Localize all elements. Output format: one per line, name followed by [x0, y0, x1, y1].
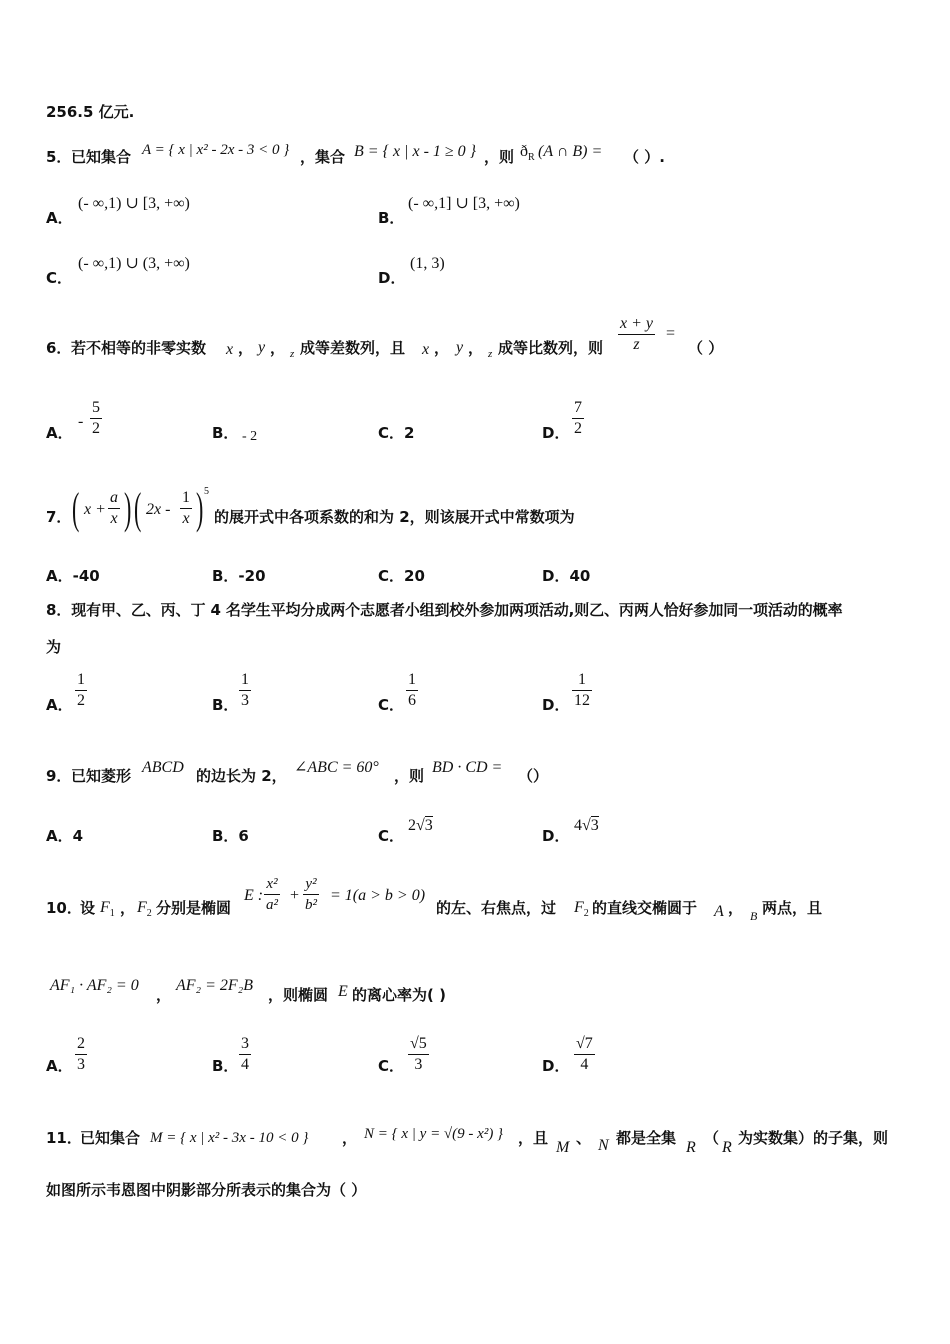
q10-option-b-fraction: [239, 1034, 251, 1075]
q6-option-a-sign: -: [78, 413, 84, 430]
q5-complement-symbol: $ð_R$: [520, 143, 535, 163]
q8-option-d-fraction: [572, 670, 592, 711]
q10-text-3: 分别是椭圆: [156, 899, 232, 917]
q6-option-a-fraction: [90, 398, 102, 439]
intro-text: 256.5 亿元.: [46, 103, 135, 121]
q5-option-b-math: (- ∞,1] ∪ [3, +∞): [408, 195, 520, 212]
q8-option-a-denominator: 2: [77, 692, 85, 709]
q10-plus: +: [290, 887, 300, 904]
q8-option-c-denominator: 6: [408, 692, 416, 709]
q6-option-c-text: 2: [404, 424, 415, 442]
q8-option-c-numerator: 1: [408, 671, 416, 688]
q8-option-c-label: C．: [378, 696, 405, 714]
q10-number: 10．: [46, 899, 82, 917]
q10-option-d-fraction: [574, 1034, 595, 1075]
q7-option-d: D．40: [542, 567, 591, 585]
q6-var-y-2: y: [456, 339, 464, 356]
q9-option-a: A．4: [46, 827, 84, 845]
q10-e-second: E: [338, 983, 348, 1000]
q10-dot-condition: AF₁ · AF₂ = 0: [50, 977, 139, 994]
q6-option-d-denominator: 2: [574, 420, 582, 437]
q7-text: 的展开式中各项系数的和为 2，则该展开式中常数项为: [214, 508, 575, 526]
q10-vector-condition: AF₂ = 2F₂B: [176, 977, 254, 994]
q6-var-z-1: z: [290, 348, 295, 360]
q10-option-c-denominator: 3: [408, 1054, 429, 1075]
q6-option-d-label: D．: [542, 424, 570, 442]
q10-option-d-label: D．: [542, 1057, 570, 1075]
q10-fraction-2-denominator: b²: [303, 894, 319, 915]
q11-n: N: [598, 1137, 609, 1154]
q10-option-b-label: B．: [212, 1057, 239, 1075]
q6-var-z-2: z: [488, 348, 493, 360]
q11-m: M: [556, 1139, 570, 1156]
q7-term-b: 2x -: [146, 501, 171, 518]
q6-equals: =: [666, 325, 676, 342]
q10-fraction-1-numerator: x²: [266, 876, 278, 892]
q9-text-3: ，则: [394, 767, 425, 785]
q9-text-1: 已知菱形: [71, 767, 132, 785]
q8-option-d-denominator: 12: [574, 692, 590, 709]
q11-text-4: （: [704, 1129, 720, 1147]
q5-option-c-label: C．: [46, 269, 73, 287]
q7-fraction-b: [180, 488, 192, 529]
q6-fraction: [618, 314, 655, 355]
q10-text-4: 的左、右焦点，过: [436, 899, 557, 917]
q10-condition: = 1(a > b > 0): [330, 887, 426, 904]
q5-text-2: ，集合: [300, 148, 346, 166]
q11-comma-1: ，: [342, 1129, 358, 1147]
q8-line-1: 8．现有甲、乙、丙、丁 4 名学生平均分成两个志愿者小组到校外参加两项活动,则乙、丙两人恰好参加同一项活动的概率: [46, 601, 843, 619]
q5-text-1: 已知集合: [71, 148, 132, 166]
q5-set-a: A = { x | x² - 2x - 3 < 0 }: [142, 142, 290, 158]
q6-option-d-fraction: [572, 398, 584, 439]
q11-text-5: 为实数集）的子集，则: [738, 1129, 889, 1147]
q10-option-c-label: C．: [378, 1057, 405, 1075]
q11-set-m: M = { x | x² - 3x - 10 < 0 }: [150, 1130, 309, 1146]
q7-fraction-a: [108, 488, 120, 529]
q10-option-d-numerator: √7: [576, 1035, 593, 1052]
q7-left-paren-2: (: [134, 484, 142, 533]
q6-fraction-denominator: z: [618, 334, 655, 355]
q9-number: 9．: [46, 767, 72, 785]
q5-option-d-math: (1, 3): [410, 255, 445, 272]
q10-option-b-denominator: 4: [241, 1056, 249, 1073]
q11-set-n: N = { x | y = √(9 - x²) }: [364, 1126, 504, 1142]
q10-fraction-1: [264, 874, 280, 915]
q7-term-a: x +: [84, 501, 106, 518]
q5-expression: (A ∩ B) =: [538, 143, 603, 160]
q10-option-d-denominator: 4: [574, 1054, 595, 1075]
q6-comma-4: ，: [468, 339, 484, 357]
q6-option-b-math: - 2: [242, 429, 258, 444]
q5-option-a-math: (- ∞,1) ∪ [3, +∞): [78, 195, 190, 212]
q5-option-a-label: A．: [46, 209, 73, 227]
q10-f1: $F_1$: [100, 899, 115, 919]
q8-option-c-fraction: [406, 670, 418, 711]
q6-var-x-2: x: [422, 341, 430, 358]
q5-option-b-label: B．: [378, 209, 405, 227]
q10-text-7: ，则椭圆: [268, 986, 329, 1004]
q7-fraction-a-numerator: a: [110, 489, 118, 506]
q5-option-c-math: (- ∞,1) ∪ (3, +∞): [78, 255, 190, 272]
q10-point-b: B: [750, 909, 758, 923]
q7-fraction-b-numerator: 1: [182, 489, 190, 506]
q5-text-4: （ ）.: [624, 148, 665, 166]
q7-option-b: B．-20: [212, 567, 266, 585]
q7-right-paren-1: ): [124, 484, 132, 533]
q8-option-d-label: D．: [542, 696, 570, 714]
q6-var-x-1: x: [226, 341, 234, 358]
q8-line-2: 为: [46, 638, 62, 656]
q7-option-c: C．20: [378, 567, 425, 585]
q5-number: 5．: [46, 148, 72, 166]
q8-option-a-label: A．: [46, 696, 73, 714]
q6-option-c-label: C．: [378, 424, 405, 442]
q10-option-b-numerator: 3: [241, 1035, 249, 1052]
q6-option-a-denominator: 2: [92, 420, 100, 437]
q8-option-b-label: B．: [212, 696, 239, 714]
q9-option-b: B．6: [212, 827, 249, 845]
q6-option-d-numerator: 7: [574, 399, 582, 416]
q6-comma-1: ，: [238, 339, 254, 357]
q8-option-b-denominator: 3: [241, 692, 249, 709]
q7-left-paren-1: (: [72, 484, 80, 533]
q8-option-d-numerator: 1: [578, 671, 586, 688]
q11-r-2: R: [722, 1139, 732, 1156]
q9-text-2: 的边长为 2，: [196, 767, 287, 785]
q11-dun: 、: [576, 1129, 592, 1147]
q9-abcd: ABCD: [142, 759, 184, 776]
q10-fraction-1-denominator: a²: [264, 894, 280, 915]
q10-fraction-2: [303, 874, 319, 915]
q10-option-c-numerator: √5: [410, 1035, 427, 1052]
q6-option-a-label: A．: [46, 424, 73, 442]
q10-option-a-denominator: 3: [77, 1056, 85, 1073]
q6-text-4: （ ）: [688, 339, 724, 357]
q9-text-4: （）: [518, 767, 549, 785]
q9-option-c-math: 2√3: [408, 817, 433, 834]
q9-dot-product: BD · CD =: [432, 759, 503, 776]
q11-text-2: ，且: [518, 1129, 549, 1147]
q7-fraction-b-denominator: x: [180, 508, 192, 529]
q11-text-1: 已知集合: [80, 1129, 141, 1147]
q10-option-a-fraction: [75, 1034, 87, 1075]
q6-option-b-label: B．: [212, 424, 239, 442]
q7-option-a: A．-40: [46, 567, 100, 585]
q8-option-b-fraction: [239, 670, 251, 711]
q10-option-c-fraction: [408, 1034, 429, 1075]
q7-power: 5: [204, 486, 209, 497]
q9-option-c-label: C．: [378, 827, 405, 845]
q6-var-y-1: y: [258, 339, 266, 356]
q11-line-2: 如图所示韦恩图中阴影部分所表示的集合为（ ）: [46, 1181, 367, 1199]
q10-option-a-numerator: 2: [77, 1035, 85, 1052]
q9-option-d-label: D．: [542, 827, 570, 845]
q9-angle: ∠ABC = 60°: [294, 759, 379, 776]
q10-fraction-2-numerator: y²: [305, 876, 317, 892]
q10-e: E :: [244, 887, 264, 904]
q6-text-3: 成等比数列，则: [498, 339, 604, 357]
q9-option-d-math: 4√3: [574, 817, 599, 834]
q6-number: 6．: [46, 339, 72, 357]
q11-number: 11．: [46, 1129, 82, 1147]
q7-number: 7．: [46, 508, 72, 526]
q10-text-2: ，: [120, 899, 136, 917]
q10-text-6: 两点，且: [762, 899, 823, 917]
q10-point-a: A: [714, 903, 724, 920]
q10-text-8: 的离心率为( ): [352, 986, 446, 1004]
q5-option-d-label: D．: [378, 269, 406, 287]
q5-text-3: ，则: [484, 148, 515, 166]
q10-f2: $F_2$: [137, 899, 152, 919]
q5-set-b: B = { x | x - 1 ≥ 0 }: [354, 143, 477, 160]
q10-text-5: 的直线交椭圆于: [592, 899, 698, 917]
q10-comma-2: ，: [156, 986, 172, 1004]
q8-option-a-numerator: 1: [77, 671, 85, 688]
q6-option-a-numerator: 5: [92, 399, 100, 416]
q6-comma-3: ，: [434, 339, 450, 357]
q10-comma: ，: [728, 899, 744, 917]
q7-fraction-a-denominator: x: [108, 508, 120, 529]
q6-fraction-numerator: x + y: [620, 315, 653, 332]
q11-text-3: 都是全集: [616, 1129, 677, 1147]
q10-text-1: 设: [80, 899, 96, 917]
q10-option-a-label: A．: [46, 1057, 73, 1075]
q7-right-paren-2: ): [196, 484, 204, 533]
q8-option-b-numerator: 1: [241, 671, 249, 688]
q8-option-a-fraction: [75, 670, 87, 711]
q6-text-1: 若不相等的非零实数: [71, 339, 207, 357]
q6-comma-2: ，: [270, 339, 286, 357]
q10-f2-second: $F_2$: [574, 899, 589, 919]
q11-r-1: R: [686, 1139, 696, 1156]
q6-text-2: 成等差数列，且: [300, 339, 406, 357]
